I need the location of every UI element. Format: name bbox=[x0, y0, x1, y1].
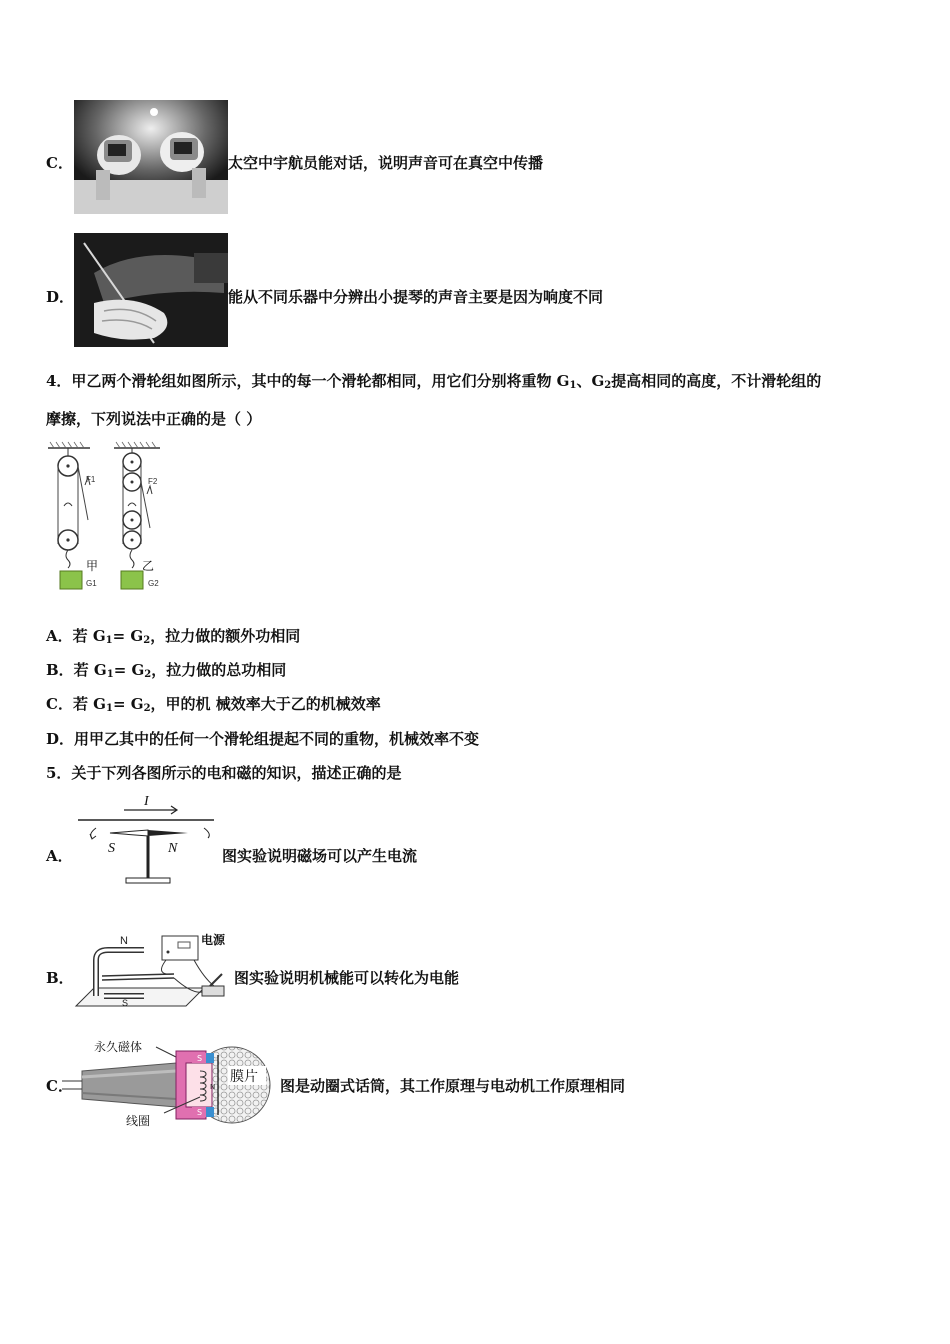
q5-option-c-letter: C． bbox=[46, 1077, 73, 1095]
astronauts-photo bbox=[74, 100, 228, 214]
q4-option-c-sub2: 2 bbox=[143, 703, 151, 714]
q4-option-a-sub1: 1 bbox=[105, 635, 113, 646]
coil-label: 线圈 bbox=[126, 1114, 151, 1128]
q5-option-c-text: 图是动圈式话筒，其工作原理与电动机工作原理相同 bbox=[280, 1077, 626, 1095]
q4-option-c-pre: C．若 G bbox=[46, 695, 106, 713]
magnet-s-label: S bbox=[122, 998, 129, 1008]
membrane-label: 膜片 bbox=[230, 1069, 258, 1085]
magnetic-force-experiment-figure bbox=[74, 928, 234, 1010]
q4-option-a-sub2: 2 bbox=[143, 635, 151, 646]
magnet-s-bottom-label: S bbox=[197, 1108, 203, 1117]
q4-option-c-mid: = G bbox=[112, 695, 144, 713]
q4-option-a bbox=[46, 625, 300, 646]
q4-option-b-pre: B．若 G bbox=[46, 661, 107, 679]
q4-stem-line1 bbox=[46, 370, 821, 391]
pulley-g2-label: G2 bbox=[148, 579, 159, 588]
q4-option-c-sub1: 1 bbox=[105, 703, 113, 714]
pulley-figure bbox=[40, 440, 180, 592]
q3-option-d-letter: D． bbox=[46, 288, 75, 306]
q3-option-c-letter: C． bbox=[46, 154, 73, 172]
q4-stem-line2: 摩擦，下列说法中正确的是（ ） bbox=[46, 410, 262, 428]
q4-option-b bbox=[46, 659, 286, 680]
moving-coil-microphone-figure bbox=[60, 1035, 272, 1129]
q5-stem: 5．关于下列各图所示的电和磁的知识，描述正确的是 bbox=[46, 764, 402, 782]
violin-photo bbox=[74, 233, 228, 347]
magnet-n-label: N bbox=[120, 935, 128, 947]
oersted-experiment-figure bbox=[76, 790, 216, 890]
q4-stem-sub1: 1 bbox=[569, 380, 577, 391]
compass-n-label: N bbox=[168, 841, 178, 856]
q4-stem-sub2: 2 bbox=[604, 380, 612, 391]
q4-option-d: D．用甲乙其中的任何一个滑轮组提起不同的重物，机械效率不变 bbox=[46, 730, 480, 748]
pulley-f2-label: F2 bbox=[148, 477, 158, 486]
q4-option-a-mid: = G bbox=[112, 627, 144, 645]
pulley-f1-label: F1 bbox=[86, 475, 96, 484]
pulley-g1-label: G1 bbox=[86, 579, 97, 588]
q4-option-b-sub1: 1 bbox=[106, 669, 114, 680]
q3-option-d-text: 能从不同乐器中分辨出小提琴的声音主要是因为响度不同 bbox=[228, 288, 604, 306]
q5-option-a-letter: A． bbox=[46, 847, 73, 865]
q4-option-b-post: ，拉力做的总功相同 bbox=[151, 661, 287, 679]
q4-option-c bbox=[46, 693, 381, 714]
q5-option-b-letter: B． bbox=[46, 969, 74, 987]
pulley-jia-label: 甲 bbox=[86, 559, 99, 573]
magnet-n-mid-label: N bbox=[210, 1083, 216, 1091]
q4-stem-part-c: 提高相同的高度，不计滑轮组的 bbox=[611, 372, 822, 390]
current-label: I bbox=[144, 794, 149, 809]
q4-option-c-post: ，甲的机 械效率大于乙的机械效率 bbox=[150, 695, 381, 713]
q3-option-c-text: 太空中宇航员能对话，说明声音可在真空中传播 bbox=[228, 154, 544, 172]
q4-option-a-post: ，拉力做的额外功相同 bbox=[150, 627, 301, 645]
q4-option-b-mid: = G bbox=[113, 661, 145, 679]
q4-stem-part-a: 4．甲乙两个滑轮组如图所示，其中的每一个滑轮都相同，用它们分别将重物 G bbox=[46, 372, 570, 390]
compass-s-label: S bbox=[108, 841, 115, 856]
pulley-yi-label: 乙 bbox=[142, 559, 155, 573]
q4-option-b-sub2: 2 bbox=[144, 669, 152, 680]
q5-option-a-text: 图实验说明磁场可以产生电流 bbox=[222, 847, 418, 865]
power-source-label: 电源 bbox=[201, 933, 226, 947]
q4-stem-part-b: 、G bbox=[576, 372, 605, 390]
q4-option-a-pre: A．若 G bbox=[46, 627, 106, 645]
magnet-s-top-label: S bbox=[197, 1054, 203, 1063]
permanent-magnet-label: 永久磁体 bbox=[94, 1040, 143, 1054]
q5-option-b-text: 图实验说明机械能可以转化为电能 bbox=[234, 969, 460, 987]
